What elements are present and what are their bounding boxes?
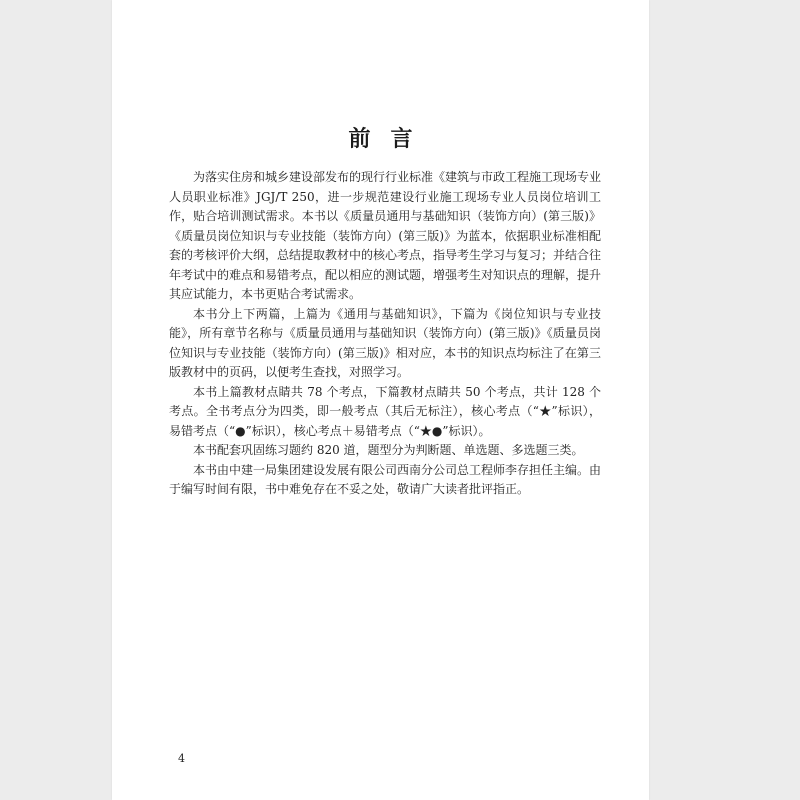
book-page bbox=[112, 0, 649, 800]
paragraph-4: 本书配套巩固练习题约 820 道，题型分为判断题、单选题、多选题三类。 bbox=[193, 443, 584, 457]
paragraph-2: 本书分上下两篇，上篇为《通用与基础知识》，下篇为《岗位知识与专业技能》，所有章节名称与《质量员通用与基础知识（装饰方向）(第三版)》《质量员岗位知识与专业技能（装饰方向）(第三版)》相对应，本书的知识点均标注了在第三版教材中的页码，以便考生查找，对照学习。 bbox=[169, 306, 601, 379]
paragraph-1: 为落实住房和城乡建设部发布的现行行业标准《建筑与市政工程施工现场专业人员职业标准》JGJ/T 250，进一步规范建设行业施工现场专业人员岗位培训工作，贴合培训测试需求。本书以《质量员通用与基础知识（装饰方向）(第三版)》《质量员岗位知识与专业技能（装饰方向）(第三版)》为蓝本，依据职业标准相配套的考核评价大纲，总结提取教材中的核心考点，指导考生学习与复习；并结合往年考试中的难点和易错考点，配以相应的测试题，增强考生对知识点的理解，提升其应试能力，本书更贴合考试需求。 bbox=[169, 170, 602, 301]
preface-body bbox=[169, 168, 601, 500]
page-title: 前言 bbox=[348, 126, 433, 152]
paragraph-3: 本书上篇教材点睛共 78 个考点，下篇教材点睛共 50 个考点，共计 128 个考点。全书考点分为四类，即一般考点（其后无标注），核心考点（“★”标识），易错考点（“●”标识），核心考点＋易错考点（“★●”标识）。 bbox=[169, 384, 601, 438]
paragraph-5: 本书由中建一局集团建设发展有限公司西南分公司总工程师李存担任主编。由于编写时间有限，书中难免存在不妥之处，敬请广大读者批评指正。 bbox=[169, 462, 602, 496]
page-number: 4 bbox=[178, 752, 185, 765]
